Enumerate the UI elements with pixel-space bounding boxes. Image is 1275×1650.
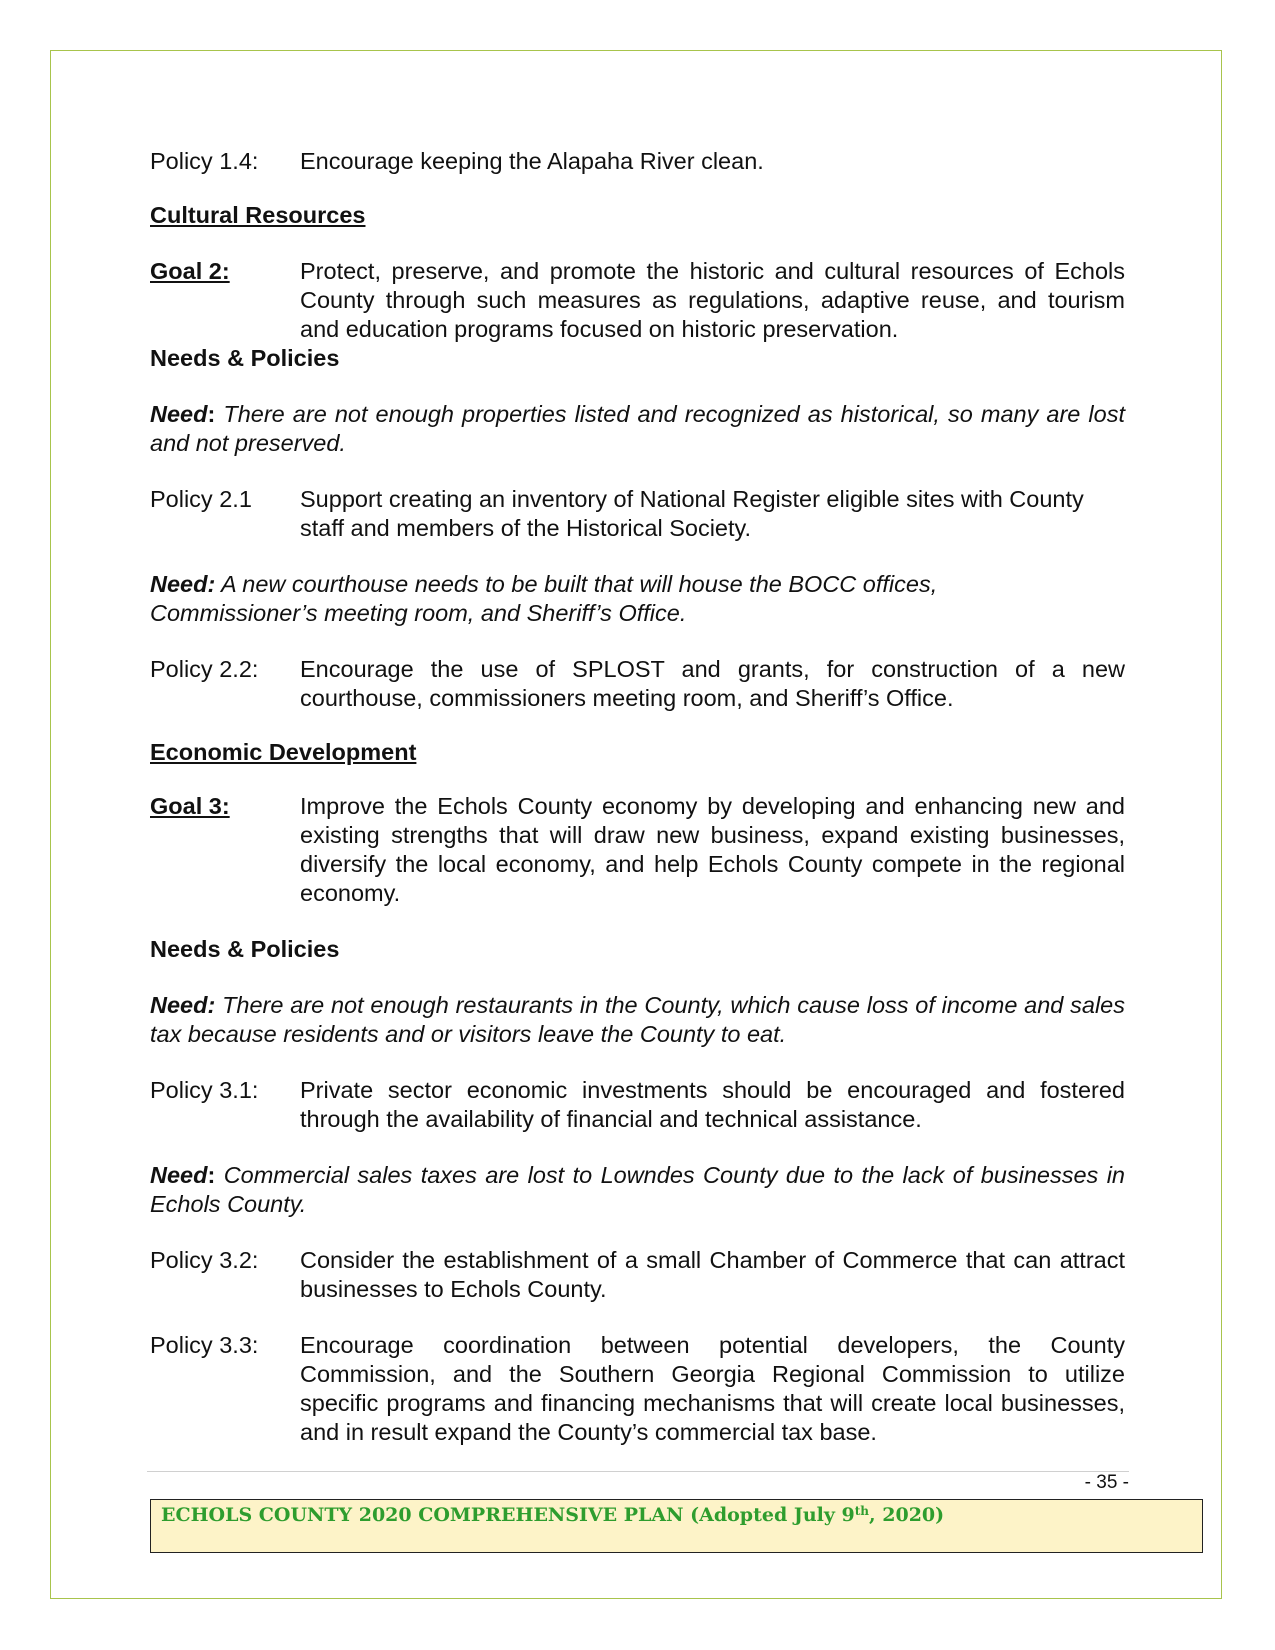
need-statement	[150, 400, 1125, 458]
goal-label: Goal 3:	[150, 793, 230, 819]
policy-text: Encourage keeping the Alapaha River clean.	[300, 148, 764, 174]
plan-title-ordinal: th	[854, 1504, 870, 1518]
need-label: Need	[150, 401, 208, 427]
goal-text: Improve the Echols County economy by developing and enhancing new and existing strengths that will draw new business, expand existing businesses, diversify the local economy, and help Echols County compete in the regional economy.	[300, 793, 1125, 906]
need-label: Need:	[150, 571, 216, 597]
need-text: There are not enough restaurants in the County, which cause loss of income and sales tax because residents and or visitors leave the County to eat.	[150, 992, 1125, 1047]
need-statement	[150, 570, 970, 628]
goal-2	[150, 257, 1125, 344]
policy-text: Encourage coordination between potential developers, the County Commission, and the Southern Georgia Regional Commission to utilize specific programs and financing mechanisms that will create local businesses, and in result expand the County’s commercial tax base.	[300, 1332, 1125, 1445]
need-label: Need	[150, 1162, 208, 1188]
plan-title-year: , 2020)	[869, 1504, 945, 1526]
need-text: There are not enough properties listed and recognized as historical, so many are lost and not preserved.	[150, 401, 1125, 456]
section-heading-economic-development: Economic Development	[150, 739, 417, 765]
need-label: Need:	[150, 992, 216, 1018]
policy-2-2	[150, 655, 1125, 713]
policy-1-4	[150, 147, 1125, 176]
plan-title-main: ECHOLS COUNTY 2020 COMPREHENSIVE PLAN (Adopted July 9	[161, 1504, 855, 1526]
goal-text: Protect, preserve, and promote the historic and cultural resources of Echols County through such measures as regulations, adaptive reuse, and tourism and education programs focused on historic preservation.	[300, 258, 1125, 342]
policy-label: Policy 2.2:	[150, 656, 259, 682]
footer-banner	[150, 1499, 1203, 1553]
section-heading-cultural-resources: Cultural Resources	[150, 202, 366, 228]
policy-3-1	[150, 1076, 1125, 1134]
needs-policies-heading: Needs & Policies	[150, 345, 340, 371]
need-statement	[150, 1161, 1125, 1219]
need-colon: :	[207, 401, 216, 427]
page-number: - 35 -	[1084, 1472, 1129, 1493]
policy-label: Policy 3.1:	[150, 1077, 259, 1103]
policy-text: Encourage the use of SPLOST and grants, for construction of a new courthouse, commissioners meeting room, and Sheriff’s Office.	[300, 656, 1125, 711]
policy-3-3	[150, 1331, 1125, 1447]
need-text: A new courthouse needs to be built that will house the BOCC offices, Commissioner’s meeting room, and Sheriff’s Office.	[150, 571, 938, 626]
goal-3	[150, 792, 1125, 908]
need-text: Commercial sales taxes are lost to Lowndes County due to the lack of businesses in Echols County.	[150, 1162, 1125, 1217]
need-colon: :	[207, 1162, 216, 1188]
policy-label: Policy 3.2:	[150, 1247, 259, 1273]
needs-policies-heading: Needs & Policies	[150, 936, 340, 962]
footer-divider	[147, 1471, 1129, 1472]
document-body	[150, 147, 1125, 1447]
policy-label: Policy 1.4:	[150, 148, 259, 174]
policy-3-2	[150, 1246, 1125, 1304]
policy-label: Policy 2.1	[150, 486, 252, 512]
goal-label: Goal 2:	[150, 258, 230, 284]
policy-text: Support creating an inventory of National Register eligible sites with County staff and members of the Historical Society.	[300, 486, 1084, 541]
plan-title	[161, 1503, 1192, 1527]
policy-2-1	[150, 485, 1125, 543]
policy-label: Policy 3.3:	[150, 1332, 259, 1358]
need-statement	[150, 991, 1125, 1049]
policy-text: Consider the establishment of a small Chamber of Commerce that can attract businesses to Echols County.	[300, 1247, 1125, 1302]
policy-text: Private sector economic investments should be encouraged and fostered through the availability of financial and technical assistance.	[300, 1077, 1125, 1132]
